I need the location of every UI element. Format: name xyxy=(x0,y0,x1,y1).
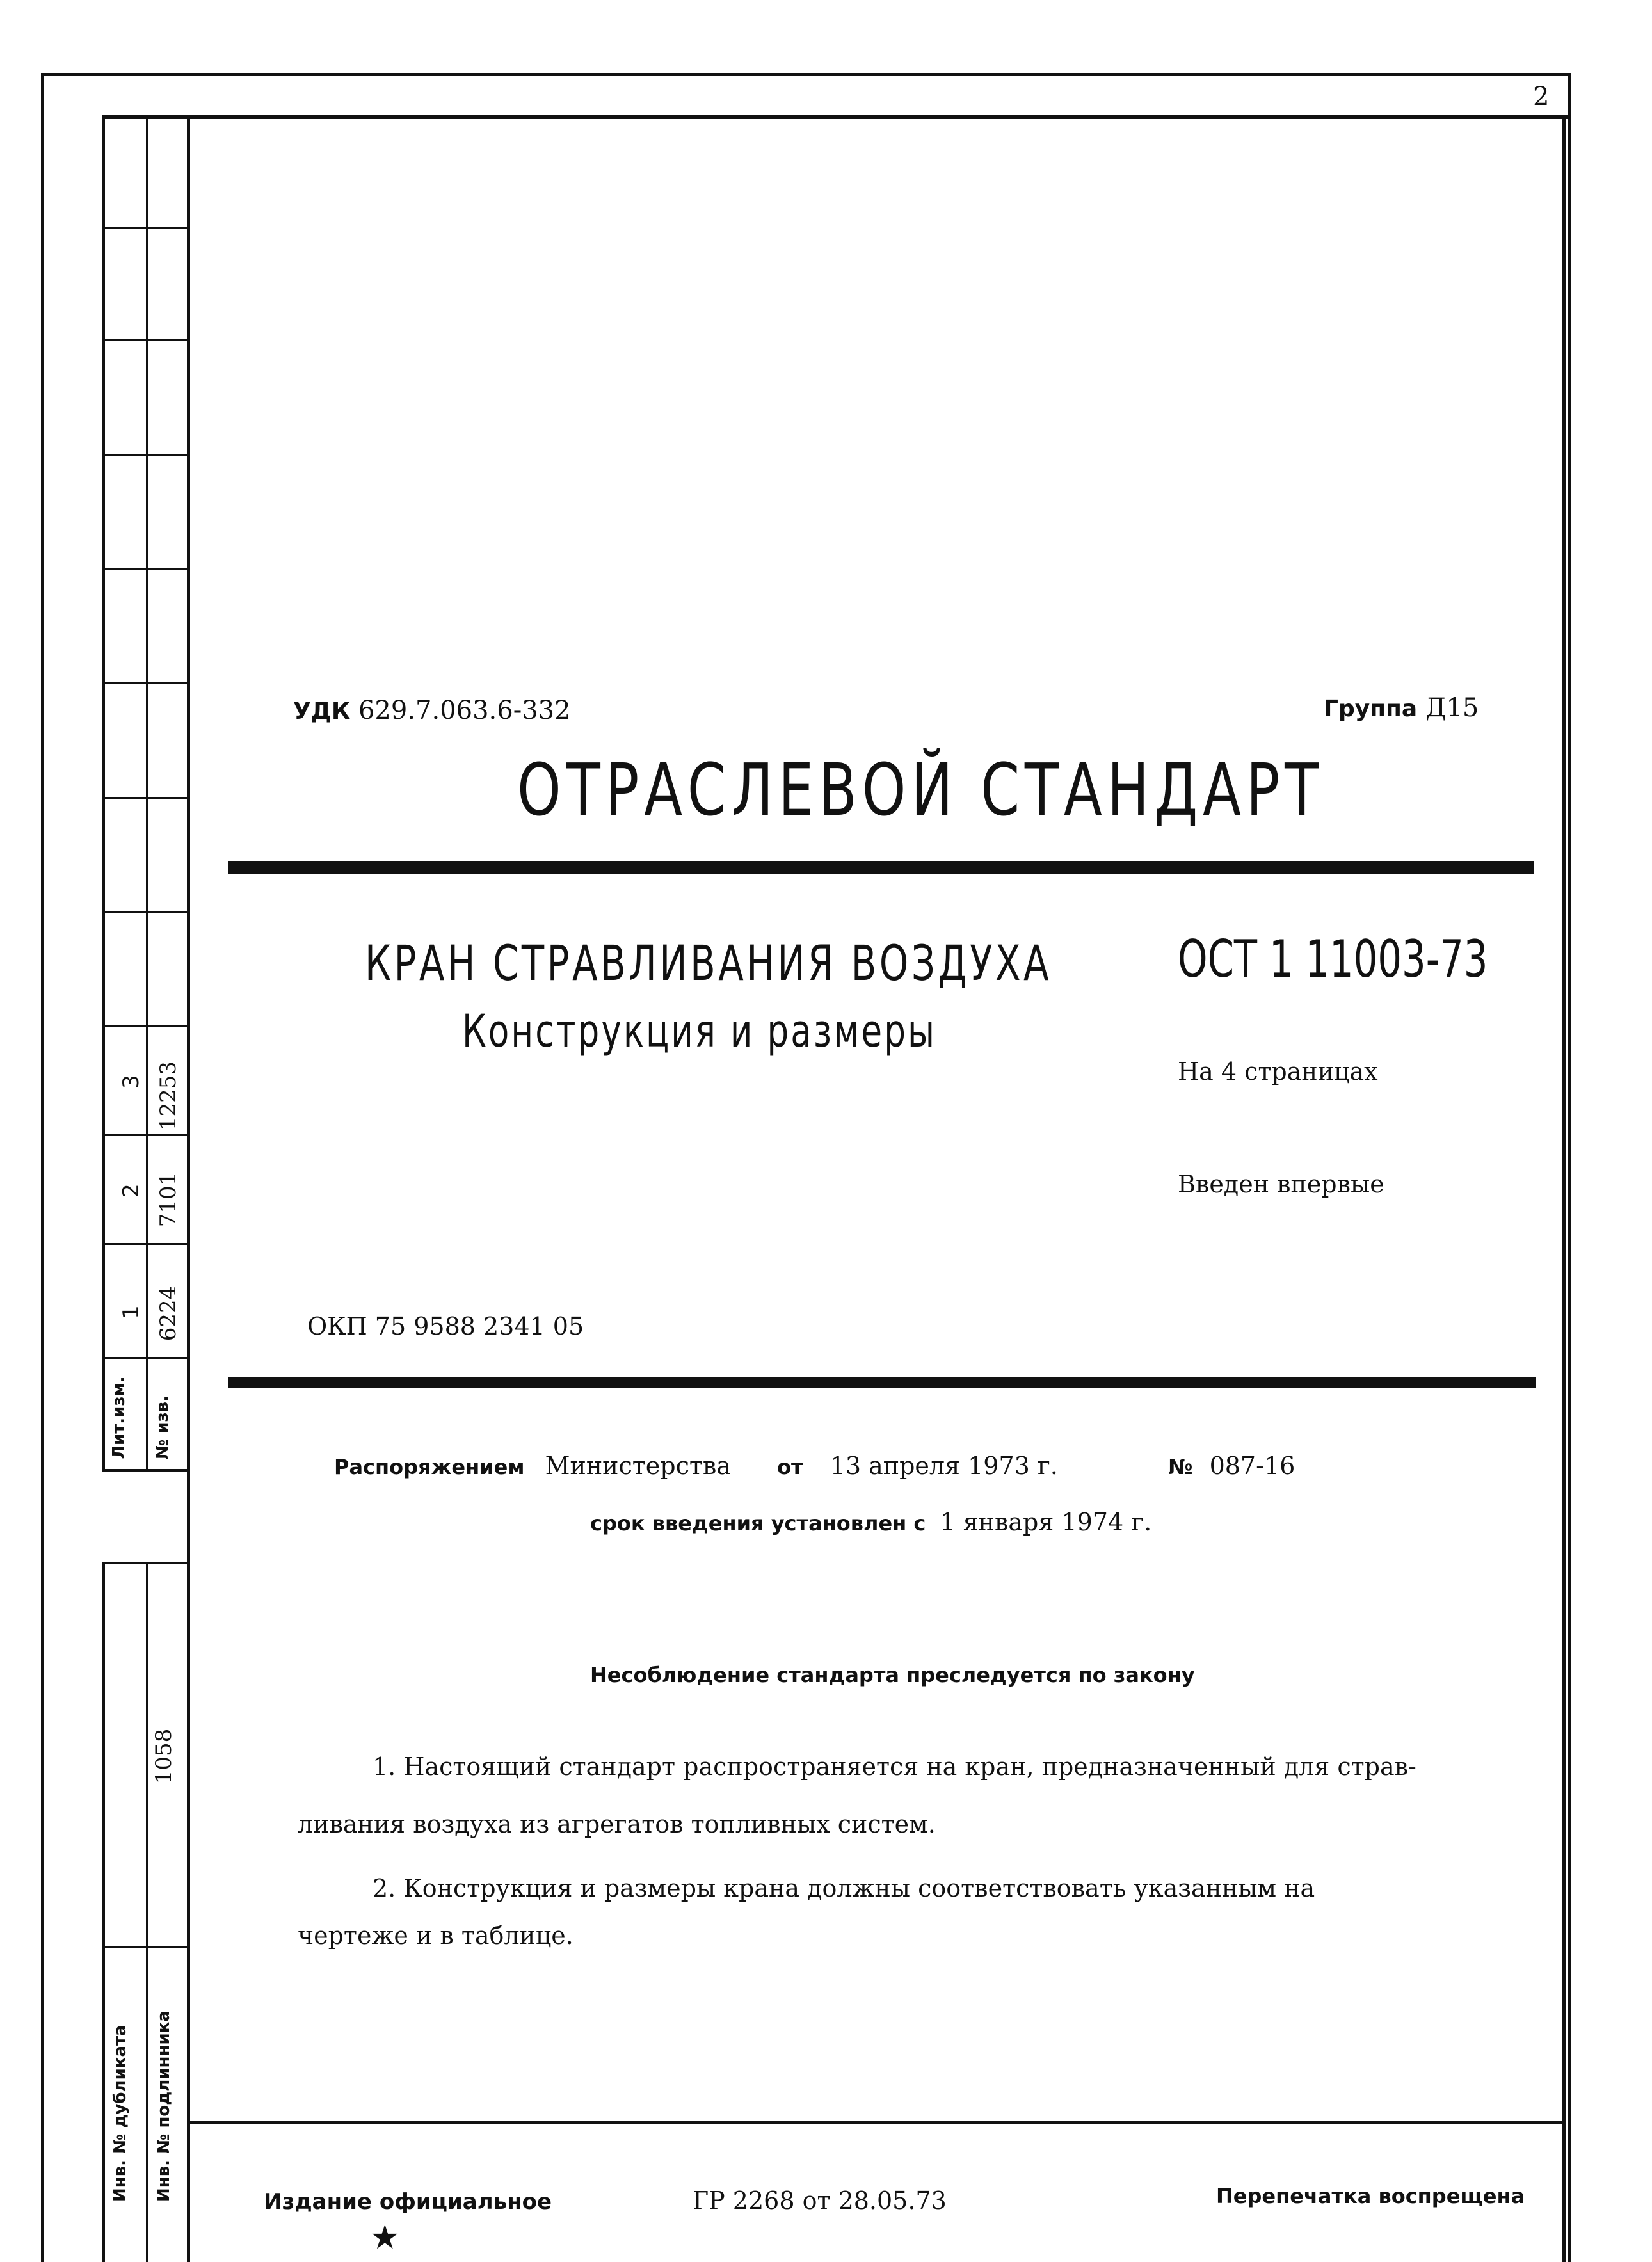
side-row-rule xyxy=(102,568,189,570)
order-label: Распоряжением xyxy=(334,1455,525,1479)
udk-label: УДК xyxy=(293,698,351,725)
paragraph-2-line-2: чертеже и в таблице. xyxy=(298,1921,573,1950)
order-number: 087-16 xyxy=(1209,1452,1295,1480)
inner-frame-right xyxy=(1562,115,1566,2262)
paragraph-1-line-2: ливания воздуха из агрегатов топливных систем. xyxy=(298,1810,936,1838)
side-row-rule xyxy=(102,797,189,799)
side-row-rule xyxy=(102,1946,189,1948)
footer-rule xyxy=(187,2121,1564,2124)
page-number: 2 xyxy=(1533,82,1550,111)
page-count: На 4 страницах xyxy=(1178,1057,1378,1086)
inner-frame-top xyxy=(102,115,1568,119)
paragraph-2-line-1: 2. Конструкция и размеры крана должны соответствовать указанным на xyxy=(373,1874,1315,1902)
product-subtitle: Конструкция и размеры xyxy=(462,1005,937,1057)
group-line xyxy=(1324,693,1479,723)
star-icon: ★ xyxy=(370,2218,400,2257)
frame-right xyxy=(1568,73,1571,2262)
introduced-note: Введен впервые xyxy=(1178,1170,1384,1198)
effective-date: 1 января 1974 г. xyxy=(940,1508,1152,1536)
inner-frame-left xyxy=(187,115,190,2262)
side-notice-3: 12253 xyxy=(156,1061,181,1131)
group-value: Д15 xyxy=(1425,693,1479,723)
frame-top xyxy=(41,73,1571,76)
side-notice-1: 6224 xyxy=(156,1285,181,1342)
side-row-rule xyxy=(102,1562,189,1564)
side-rev-3: 3 xyxy=(118,1075,144,1089)
udk-line xyxy=(293,696,571,725)
side-lit-label: Лит.изм. xyxy=(109,1376,129,1459)
okp-code: ОКП 75 9588 2341 05 xyxy=(307,1312,584,1340)
official-edition-label: Издание официальное xyxy=(264,2189,552,2215)
reprint-notice: Перепечатка воспрещена xyxy=(1216,2184,1525,2208)
registration-number: ГР 2268 от 28.05.73 xyxy=(693,2186,947,2215)
side-inv-original-value: 1058 xyxy=(151,1728,177,1785)
thick-rule-top xyxy=(228,861,1534,874)
side-row-rule xyxy=(102,682,189,684)
frame-left xyxy=(41,73,44,2262)
standard-code: ОСТ 1 11003-73 xyxy=(1178,929,1488,989)
side-rev-2: 2 xyxy=(118,1183,144,1198)
side-row-rule xyxy=(102,227,189,229)
side-rev-1: 1 xyxy=(118,1305,144,1319)
side-row-rule xyxy=(102,339,189,341)
side-notice-label: № изв. xyxy=(153,1395,172,1459)
side-inv-duplicate-label: Инв. № дубликата xyxy=(111,2025,130,2202)
side-inv-original-label: Инв. № подлинника xyxy=(154,2010,173,2202)
side-row-rule xyxy=(102,1025,189,1027)
side-col-b xyxy=(146,115,148,1471)
side-col-a xyxy=(102,115,105,1471)
group-label: Группа xyxy=(1324,696,1418,722)
standard-type-title: ОТРАСЛЕВОЙ СТАНДАРТ xyxy=(517,749,1324,832)
side-row-rule xyxy=(102,454,189,456)
order-date: 13 апреля 1973 г. xyxy=(830,1452,1058,1480)
paragraph-1-line-1: 1. Настоящий стандарт распространяется на кран, предназначенный для страв- xyxy=(373,1753,1416,1781)
order-number-label: № xyxy=(1167,1455,1193,1479)
product-title: КРАН СТРАВЛИВАНИЯ ВОЗДУХА xyxy=(365,934,1052,991)
order-authority: Министерства xyxy=(545,1452,731,1480)
order-line xyxy=(334,1452,1550,1480)
order-from-label: от xyxy=(777,1455,803,1479)
side-notice-2: 7101 xyxy=(156,1171,181,1228)
thick-rule-bottom xyxy=(228,1377,1536,1388)
side-col-b-lower xyxy=(146,1563,148,2262)
side-row-rule xyxy=(102,911,189,913)
effective-label: срок введения установлен с xyxy=(590,1511,926,1536)
udk-value: 629.7.063.6-332 xyxy=(358,696,571,725)
legal-warning: Несоблюдение стандарта преследуется по закону xyxy=(590,1663,1195,1687)
side-col-a-lower xyxy=(102,1563,105,2262)
effective-line xyxy=(590,1508,1151,1536)
